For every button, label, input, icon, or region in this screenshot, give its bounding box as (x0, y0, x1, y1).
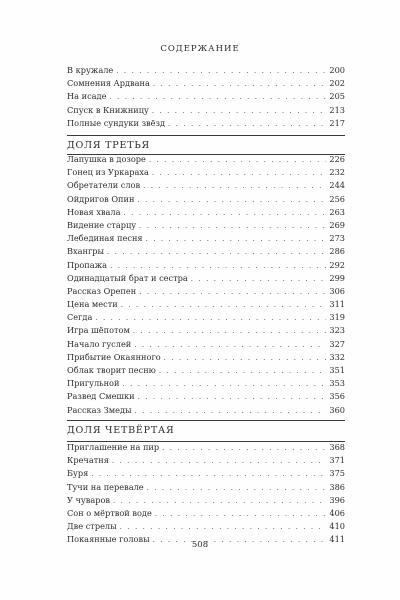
toc-entry-title: На исаде (67, 91, 107, 102)
toc-entry-page: 410 (329, 521, 345, 532)
toc-entry-page: 286 (329, 246, 345, 257)
leader-dots (107, 249, 326, 256)
toc-entry-page: 256 (329, 193, 345, 204)
toc-entry-title: Цена мести (67, 299, 118, 310)
toc-entry-title: Две стрелы (67, 521, 117, 532)
toc-entry-page: 351 (329, 365, 345, 375)
toc-entry (67, 406, 345, 419)
toc-entry (67, 483, 345, 496)
section-divider (67, 420, 345, 421)
leader-dots (110, 263, 326, 270)
toc-entry-page: 213 (329, 104, 345, 115)
contents-heading: СОДЕРЖАНИЕ (160, 44, 240, 54)
toc-entry (67, 496, 345, 509)
leader-dots (139, 289, 326, 296)
toc-entry-page: 356 (329, 391, 345, 402)
toc-entry (67, 79, 345, 92)
toc-entry (67, 208, 345, 221)
toc-entry (67, 340, 345, 353)
toc-entry-page: 311 (329, 299, 345, 310)
toc-entry-title: Сон о мёртвой воде (67, 507, 152, 518)
leader-dots (159, 368, 326, 375)
leader-dots (139, 223, 326, 230)
toc-entry (67, 195, 345, 208)
toc-entry (67, 119, 345, 132)
leader-dots (120, 524, 326, 531)
toc-entry-title: Прибытие Окаянного (67, 351, 161, 362)
toc-entry-title: Рассказ Орепен (67, 285, 137, 296)
leader-dots (164, 355, 326, 362)
toc-entry (67, 392, 345, 405)
toc-entry (67, 181, 345, 194)
toc-entry-page: 319 (329, 312, 345, 323)
section-title-part-four: ДОЛЯ ЧЕТВЁРТАЯ (67, 425, 175, 436)
toc-entry-page: 368 (329, 442, 345, 452)
toc-section-1 (67, 66, 345, 132)
leader-dots (168, 121, 326, 128)
toc-section-2 (67, 155, 345, 419)
toc-entry-title: Кречатня (67, 455, 109, 466)
toc-entry-page: 411 (329, 534, 345, 545)
toc-entry (67, 92, 345, 105)
toc-entry-page: 232 (329, 167, 345, 178)
leader-dots (113, 498, 326, 505)
toc-entry-title: Покаянные головы (67, 534, 150, 545)
section-title-part-three: ДОЛЯ ТРЕТЬЯ (67, 140, 151, 151)
toc-entry (67, 234, 345, 247)
toc-entry (67, 469, 345, 482)
leader-dots (143, 183, 326, 190)
leader-dots (109, 94, 326, 101)
toc-entry-page: 360 (329, 404, 345, 415)
leader-dots (162, 445, 326, 452)
toc-entry (67, 326, 345, 339)
leader-dots (146, 236, 326, 243)
toc-entry-page: 306 (329, 285, 345, 296)
toc-entry-page: 375 (329, 468, 345, 479)
toc-entry-title: Пропажа (67, 259, 108, 270)
leader-dots (122, 381, 326, 388)
toc-entry-page: 323 (329, 325, 345, 336)
toc-entry-page: 327 (329, 338, 345, 349)
toc-entry-title: Новая хвала (67, 206, 121, 217)
toc-entry-title: Полные сундуки звёзд (67, 117, 166, 128)
toc-entry-page: 396 (329, 494, 345, 505)
toc-entry (67, 274, 345, 287)
toc-entry-page: 332 (329, 351, 345, 362)
leader-dots (147, 485, 326, 492)
toc-entry-title: Лапушка в дозоре (67, 154, 146, 164)
toc-entry (67, 261, 345, 274)
toc-entry-title: Одинадцатый брат и сестра (67, 272, 188, 283)
toc-entry-page: 273 (329, 233, 345, 244)
leader-dots (91, 471, 326, 478)
section-divider (67, 135, 345, 136)
leader-dots (152, 170, 326, 177)
toc-entry-page: 202 (329, 78, 345, 89)
toc-entry-title: Вхангры (67, 246, 105, 257)
leader-dots (152, 108, 326, 115)
toc-entry (67, 247, 345, 260)
toc-entry-title: Обретатели слов (67, 180, 141, 191)
toc-entry-page: 353 (329, 378, 345, 389)
leader-dots (124, 210, 326, 217)
toc-entry-title: Ойдригов Опин (67, 193, 135, 204)
toc-entry-title: Приглашение на пир (67, 442, 160, 452)
leader-dots (149, 157, 326, 164)
leader-dots (116, 68, 326, 75)
toc-entry-page: 205 (329, 91, 345, 102)
toc-entry-title: Буря (67, 468, 89, 479)
toc-entry-page: 269 (329, 219, 345, 230)
toc-entry-title: Тучи на перевале (67, 481, 144, 492)
toc-entry-page: 244 (329, 180, 345, 191)
leader-dots (191, 276, 326, 283)
toc-entry-title: Гонец из Уркараха (67, 167, 149, 178)
toc-entry-title: Видение старцу (67, 219, 137, 230)
leader-dots (112, 458, 326, 465)
toc-entry-title: Развед Смешки (67, 391, 135, 402)
leader-dots (155, 511, 326, 518)
leader-dots (137, 197, 326, 204)
toc-entry-title: Лебединая песня (67, 233, 143, 244)
toc-entry-title: Рассказ Змеды (67, 404, 132, 415)
toc-entry-title: В кружале (67, 65, 114, 75)
toc-entry-page: 200 (329, 65, 345, 75)
leader-dots (138, 394, 326, 401)
toc-entry-title: Игра шёпотом (67, 325, 130, 336)
leader-dots (135, 408, 326, 415)
toc-section-3 (67, 443, 345, 549)
leader-dots (133, 328, 326, 335)
toc-entry-page: 263 (329, 206, 345, 217)
toc-entry (67, 106, 345, 119)
leader-dots (95, 315, 326, 322)
leader-dots (153, 81, 326, 88)
toc-entry-page: 299 (329, 272, 345, 283)
toc-entry-title: У чуваров (67, 494, 111, 505)
toc-entry-page: 292 (329, 259, 345, 270)
toc-entry (67, 300, 345, 313)
toc-entry-title: Пригульной (67, 378, 120, 389)
toc-entry-title: Сомнения Ардвана (67, 78, 150, 89)
toc-entry-page: 217 (329, 117, 345, 128)
leader-dots (121, 302, 326, 309)
toc-entry-title: Облак творит песню (67, 365, 156, 375)
leader-dots (134, 342, 326, 349)
toc-entry-title: Сегда (67, 312, 93, 323)
toc-entry (67, 456, 345, 469)
page-number: 508 (191, 540, 209, 550)
toc-entry-page: 226 (329, 154, 345, 164)
toc-entry-page: 371 (329, 455, 345, 466)
toc-entry-title: Спуск в Книжницу (67, 104, 149, 115)
toc-entry-page: 406 (329, 507, 345, 518)
toc-entry-page: 386 (329, 481, 345, 492)
toc-entry-title: Начало гуслей (67, 338, 132, 349)
